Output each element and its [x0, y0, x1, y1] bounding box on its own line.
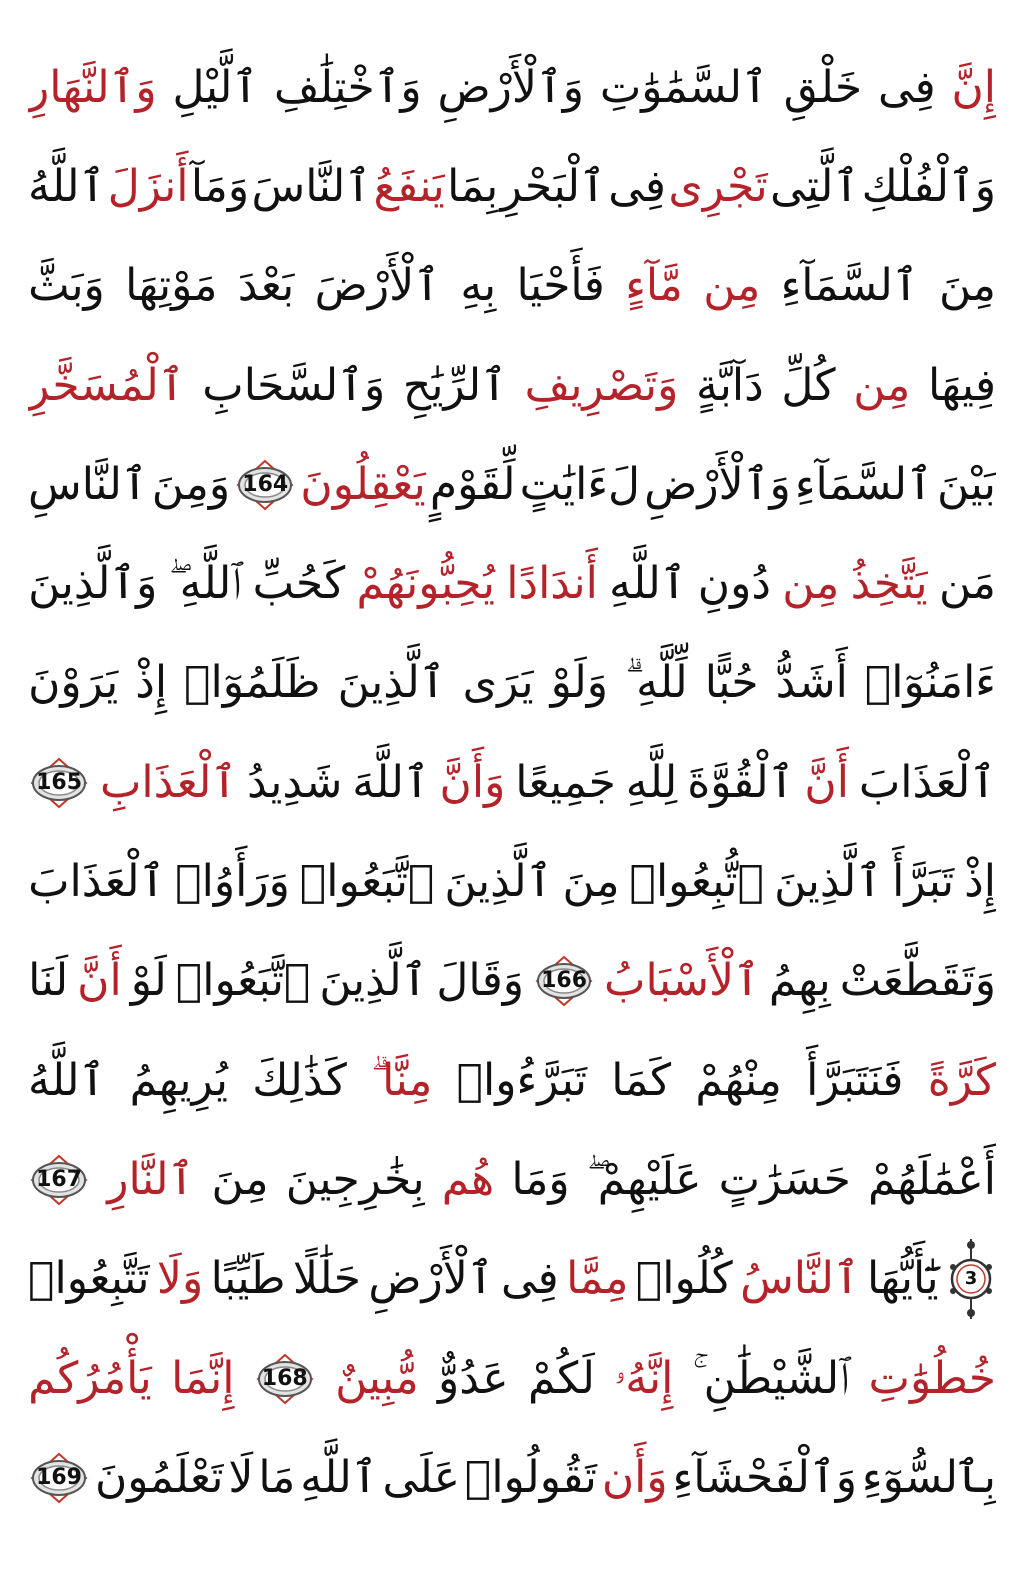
verse-word: إِنَّمَا [171, 1352, 235, 1404]
verse-word: طَيِّبًا [210, 1253, 286, 1305]
verse-word: وَبَثَّ [28, 260, 105, 312]
verse-word: وَلَا [156, 1253, 204, 1305]
verse-word: دُونِ [697, 558, 771, 610]
verse-word: ٱللَّهِ ۖ [168, 558, 242, 610]
verse-word: ٱلْأَرْضِ [368, 1253, 494, 1305]
verse-word: بِهِ [460, 260, 497, 312]
verse-word: فِى [877, 61, 936, 113]
verse-word: تَقُولُوا۟ [464, 1451, 597, 1503]
verse-word: وَلَوْ [550, 657, 609, 709]
verse-word: وَمِنَ [151, 458, 231, 510]
verse-word: يَرَوْنَ [28, 657, 119, 709]
verse-word: ٱلنَّاسَ [251, 160, 372, 212]
verse-line [28, 634, 996, 733]
verse-word: كَذَٰلِكَ [252, 1054, 347, 1106]
verse-word: أَعْمَٰلَهُمْ [867, 1153, 996, 1205]
verse-word: إِذْ [135, 657, 168, 709]
verse-word: لَوْ [130, 955, 167, 1007]
verse-line [28, 1130, 996, 1229]
verse-word: كُلِّ [781, 359, 836, 411]
ayah-number-marker [28, 1154, 90, 1206]
verse-word: فِى [501, 1253, 559, 1305]
verse-line [28, 1329, 996, 1428]
verse-word: مِمَّا [566, 1253, 629, 1305]
verse-line [28, 237, 996, 336]
verse-word: وَقَالَ [436, 955, 525, 1007]
verse-word: مَّآءٍ [625, 260, 683, 312]
verse-word: عَلَى [382, 1451, 461, 1503]
verse-line [28, 832, 996, 931]
verse-word: ٱلَّذِينَ [774, 856, 883, 908]
verse-word: ٱلرِّيَٰحِ [402, 359, 507, 411]
verse-line [28, 435, 996, 534]
verse-word: مَوْتِهَا [125, 260, 218, 312]
verse-word: وَٱلسَّحَابِ [202, 359, 386, 411]
verse-word: دَآبَّةٍ [696, 359, 764, 411]
verse-word: مِنْهُمْ [695, 1054, 782, 1106]
ayah-number-marker [234, 459, 296, 511]
verse-word: خُطُوَٰتِ [868, 1352, 996, 1404]
verse-word: خَلْقِ [783, 61, 863, 113]
ayah-number: 165 [36, 769, 83, 795]
verse-word: يَنفَعُ [373, 160, 445, 212]
verse-word: حَلَٰلًا [292, 1253, 361, 1305]
verse-word: ٱلْمُسَخَّرِ [28, 359, 185, 411]
verse-word: وَمَآ [190, 160, 250, 212]
verse-word: وَٱلْأَرْضِ [437, 61, 585, 113]
verse-word: وَٱلْأَرْضِ [644, 458, 791, 510]
verse-word: بِمَا [447, 160, 499, 212]
verse-word: مَا [258, 1451, 296, 1503]
verse-word: كَحُبِّ [252, 558, 346, 610]
verse-word: ٱلَّتِى [770, 160, 860, 212]
verse-word: ٱلَّذِينَ [444, 856, 553, 908]
verse-word: لَنَا [28, 955, 69, 1007]
verse-word: ٱلْبَحْرِ [500, 160, 606, 212]
verse-word: ٱلَّذِينَ [319, 955, 428, 1007]
verse-word: تَبَرَّءُوا۟ [456, 1054, 587, 1106]
verse-word: ٱلنَّارِ [107, 1153, 195, 1205]
verse-word: ظَلَمُوٓا۟ [184, 657, 321, 709]
verse-word: مِنَ [938, 260, 996, 312]
verse-line [28, 534, 996, 633]
verse-word: بِٱلسُّوٓءِ [861, 1451, 996, 1503]
verse-word: حَسَرَٰتٍ [718, 1153, 851, 1205]
verse-word: ٱلسَّمَآءِ [780, 260, 919, 312]
verse-word: هُم [441, 1153, 495, 1205]
verse-word: لِّلَّهِ ۗ [625, 657, 688, 709]
verse-word: وَٱلنَّهَارِ [28, 61, 157, 113]
verse-word: أَشَدُّ [775, 657, 848, 709]
verse-word: أَنَّ [77, 955, 122, 1007]
verse-word: وَمَا [511, 1153, 570, 1205]
verse-word: ٱللَّهِ [609, 558, 687, 610]
verse-word: وَرَأَوُا۟ [175, 856, 290, 908]
verse-word: عَلَيْهِمْ ۖ [586, 1153, 702, 1205]
verse-word: مُّبِينٌ [335, 1352, 419, 1404]
ayah-number-marker [28, 757, 90, 809]
verse-word: ٱللَّهُ [28, 1054, 106, 1106]
verse-word: ٱلنَّاسِ [28, 458, 148, 510]
ayah-number: 168 [261, 1365, 308, 1391]
verse-word: ٱللَّهُ [28, 160, 106, 212]
verse-word: ءَامَنُوٓا۟ [864, 657, 996, 709]
verse-word: ٱلْأَرْضَ [314, 260, 440, 312]
verse-line [28, 1031, 996, 1130]
verse-word: مِن [853, 359, 911, 411]
verse-word: كُلُوا۟ [635, 1253, 733, 1305]
verse-line [28, 932, 996, 1031]
verse-word: كَمَا [611, 1054, 672, 1106]
ayah-number: 167 [36, 1166, 83, 1192]
verse-word: إِنَّ [951, 61, 996, 113]
verse-word: ٱلسَّمَٰوَٰتِ [599, 61, 768, 113]
verse-word: يُحِبُّونَهُمْ [356, 558, 495, 610]
verse-word: مَن [938, 558, 996, 610]
verse-lines [28, 38, 996, 1527]
verse-word: ٱتُّبِعُوا۟ [629, 856, 765, 908]
ayah-number: 164 [242, 471, 289, 497]
verse-word: وَتَقَطَّعَتْ [839, 955, 996, 1007]
ayah-number-marker [533, 955, 595, 1007]
verse-line [28, 137, 996, 236]
verse-word: ٱلَّذِينَ [337, 657, 446, 709]
verse-word: وَأَنَّ [439, 756, 506, 808]
ayah-number: 169 [36, 1464, 82, 1490]
verse-word: وَٱلَّذِينَ [28, 558, 158, 610]
verse-line [28, 1230, 996, 1329]
verse-word: أَنزَلَ [107, 160, 189, 212]
verse-line [28, 38, 996, 137]
verse-word: ٱلْقُوَّةَ [687, 756, 795, 808]
verse-word: وَٱلْفُلْكِ [861, 160, 996, 212]
verse-word: ٱللَّهَ [352, 756, 430, 808]
verse-word: ٱتَّبَعُوا۟ [299, 856, 435, 908]
hizb-marker-icon [946, 1237, 996, 1321]
verse-word: ٱلَّيْلِ [172, 61, 259, 113]
verse-word: أَنَّ [804, 756, 849, 808]
verse-word: تَتَّبِعُوا۟ [28, 1253, 150, 1305]
verse-line [28, 733, 996, 832]
ayah-number-marker [254, 1353, 316, 1405]
ayah-number: 166 [541, 968, 588, 994]
verse-word: ٱلشَّيْطَٰنِ ۚ [692, 1352, 850, 1404]
verse-line [28, 1428, 996, 1527]
verse-word: عَدُوٌّ [438, 1352, 509, 1404]
verse-word: فِيهَا [928, 359, 996, 411]
verse-word: ٱلْعَذَابِ [99, 756, 238, 808]
verse-word: شَدِيدُ [247, 756, 343, 808]
verse-word: وَٱخْتِلَٰفِ [274, 61, 422, 113]
verse-word: فَنَتَبَرَّأَ [806, 1054, 904, 1106]
verse-word: ٱللَّهِ [300, 1451, 378, 1503]
ayah-number-marker [28, 1452, 90, 1504]
verse-word: لِّقَوْمٍ [429, 458, 516, 510]
verse-word: ٱلنَّاسُ [740, 1253, 860, 1305]
verse-word: إِذْ [964, 856, 996, 908]
verse-word: فِى [608, 160, 666, 212]
verse-word: مِنَ [211, 1153, 269, 1205]
verse-word: لَا [228, 1451, 254, 1503]
verse-word: بِخَٰرِجِينَ [285, 1153, 425, 1205]
verse-word: ٱلسَّمَآءِ [794, 458, 933, 510]
verse-word: وَأَن [601, 1451, 668, 1503]
verse-word: لَءَايَٰتٍ [519, 458, 640, 510]
verse-word: مِنَ [562, 856, 620, 908]
verse-word: يَٰٓأَيُّهَا [867, 1253, 939, 1305]
verse-word: بِهِمُ [768, 955, 831, 1007]
verse-word: يَأْمُرُكُم [28, 1352, 152, 1404]
verse-word: كَرَّةً [927, 1054, 996, 1106]
verse-line [28, 336, 996, 435]
verse-word: وَتَصْرِيفِ [524, 359, 679, 411]
verse-word: ٱلْعَذَابَ [858, 756, 996, 808]
hizb-number: 3 [964, 1268, 978, 1290]
verse-word: مِنَّا ۗ [371, 1054, 433, 1106]
verse-word: يَتَّخِذُ [850, 558, 928, 610]
verse-word: أَندَادًا [506, 558, 598, 610]
verse-word: فَأَحْيَا [516, 260, 605, 312]
verse-word: جَمِيعًا [515, 756, 616, 808]
verse-word: لِلَّهِ [625, 756, 678, 808]
verse-word: حُبًّا [704, 657, 759, 709]
verse-word: تَعْلَمُونَ [94, 1451, 224, 1503]
verse-word: ٱلْعَذَابَ [28, 856, 166, 908]
verse-word: وَٱلْفَحْشَآءِ [672, 1451, 857, 1503]
verse-word: بَعْدَ [237, 260, 295, 312]
verse-word: تَبَرَّأَ [892, 856, 955, 908]
verse-word: يَعْقِلُونَ [300, 458, 426, 510]
verse-word: مِن [703, 260, 761, 312]
verse-word: لَكُمْ [527, 1352, 595, 1404]
verse-word: ٱلْأَسْبَابُ [604, 955, 760, 1007]
verse-word: تَجْرِى [668, 160, 768, 212]
verse-word: يُرِيهِمُ [129, 1054, 228, 1106]
verse-word: إِنَّهُۥ [614, 1352, 674, 1404]
verse-word: ٱتَّبَعُوا۟ [175, 955, 311, 1007]
verse-word: يَرَى [462, 657, 534, 709]
verse-word: مِن [782, 558, 840, 610]
verse-word: بَيْنَ [936, 458, 996, 510]
